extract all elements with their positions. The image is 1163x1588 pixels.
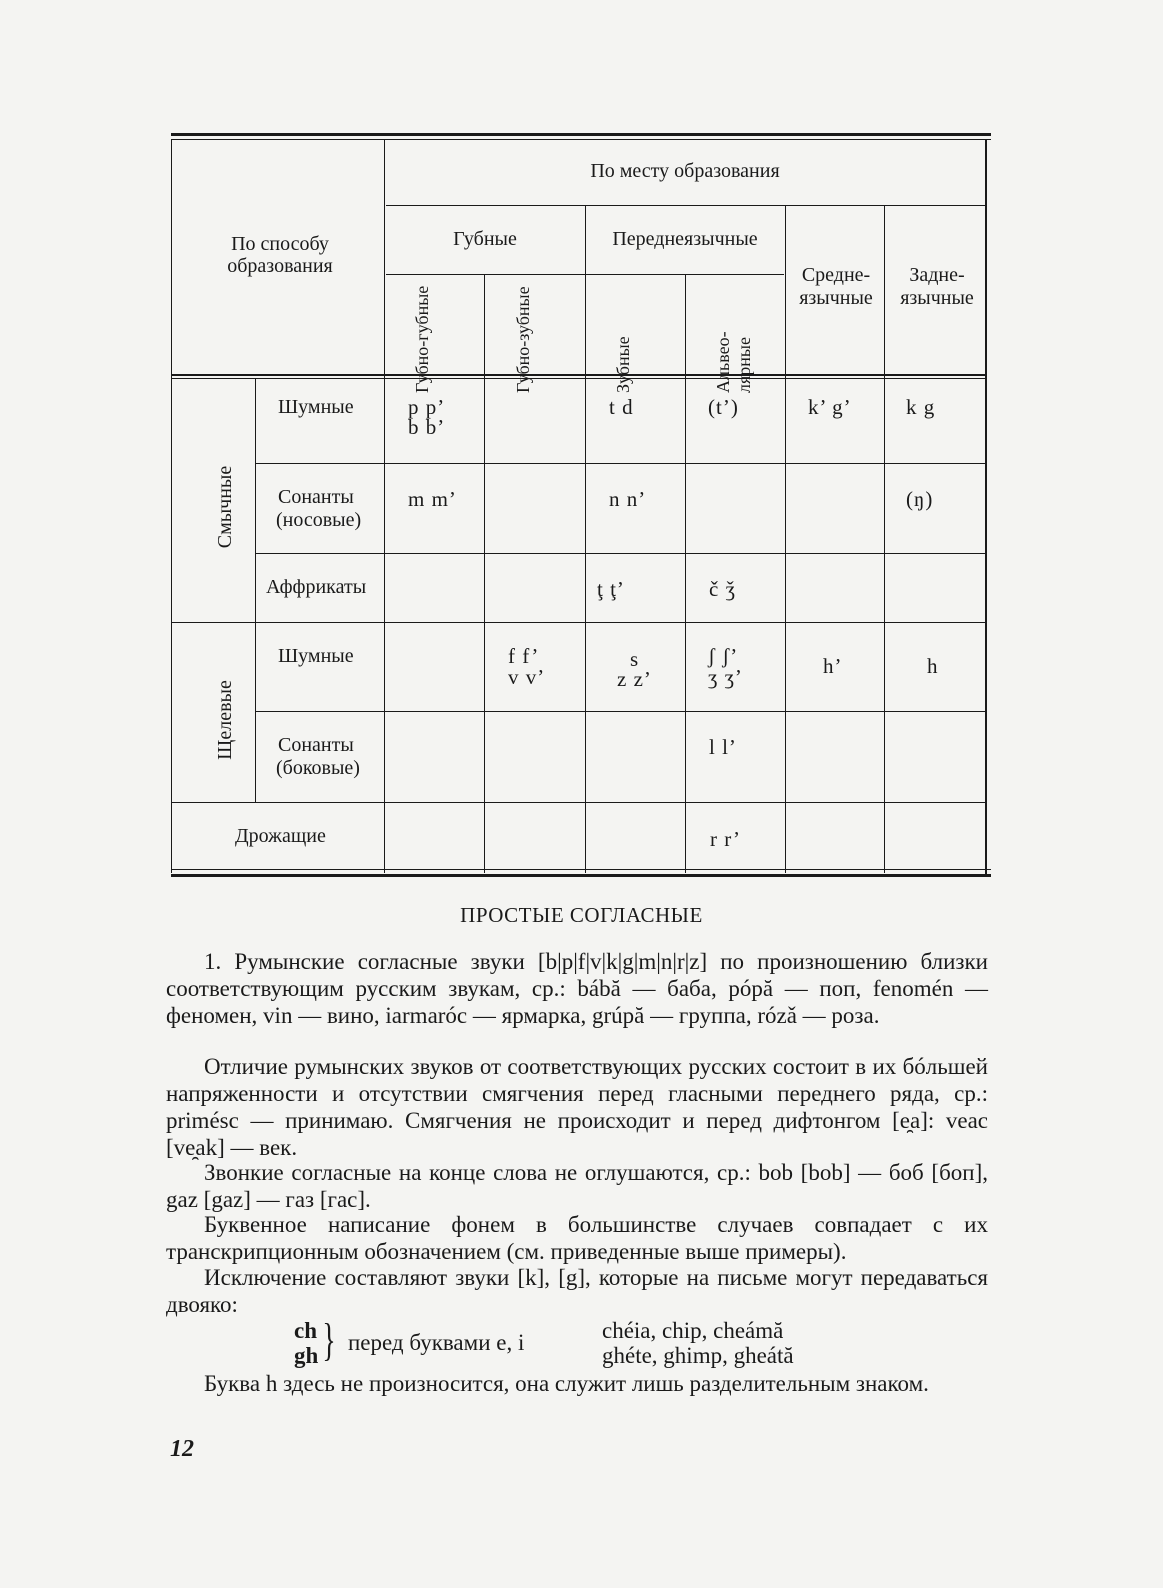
header-labial: Губные [453, 228, 517, 250]
cell-eng: (ŋ) [906, 487, 934, 511]
cell-sh: ʃ ʃ’ [708, 644, 739, 668]
row-label-lateral-sub: (боковые) [276, 757, 360, 779]
row-label-affricates: Аффрикаты [266, 576, 367, 598]
header-labiodental: Губно-зубные [513, 286, 533, 393]
table-left-border [171, 140, 172, 873]
row-label-trills: Дрожащие [235, 825, 326, 847]
row-line [255, 463, 986, 464]
cell-l: l l’ [709, 735, 737, 759]
col-line [484, 275, 485, 873]
col-line [685, 275, 686, 873]
header-bilabial: Губно-губные [412, 285, 432, 393]
cell-f: f f’ [508, 644, 540, 668]
table-bottom-rule [171, 874, 991, 877]
group-col-line [255, 378, 256, 802]
brace-icon: } [322, 1314, 336, 1365]
row-line [171, 802, 986, 803]
digraph-ch: ch [294, 1318, 317, 1343]
cell-kg: k g [906, 395, 936, 419]
row-label-nasal-sub: (носовые) [276, 509, 362, 531]
col-line [785, 206, 786, 873]
paragraph: Буквенное написание фонем в большинстве случаев совпадает с их транскрипционным обозначением (см. приведенные выше примеры). [166, 1212, 988, 1264]
cell-h: h [927, 654, 939, 678]
col-line [585, 206, 586, 873]
page-number: 12 [170, 1436, 194, 1462]
digraph-gh: gh [294, 1343, 319, 1368]
row-line [255, 711, 986, 712]
header-place: По месту образования [590, 160, 780, 182]
paragraph: Исключение составляют звуки [k], [g], которые на письме могут передаваться двояко: [166, 1265, 988, 1317]
gh-examples: ghéte, ghimp, gheátă [602, 1343, 794, 1368]
paragraph: Звонкие согласные на конце слова не оглушаются, ср.: bob [bob] — боб [боп], gaz [gaz] — газ [гас]. [166, 1160, 988, 1212]
header-back-lingual: Задне-язычные [900, 264, 974, 309]
table-top-rule-thin [171, 139, 991, 140]
cell-zh: ʒ ʒ’ [708, 665, 743, 689]
cell-r: r r’ [710, 827, 742, 851]
group-fricatives: Щелевые [214, 680, 236, 760]
col-line [884, 206, 885, 873]
cell-kg-palatal: k’ g’ [808, 395, 852, 419]
header-manner: По способу образования [227, 233, 333, 277]
header-dental: Зубные [613, 336, 633, 393]
cell-z: z z’ [617, 667, 652, 691]
cell-ch: č ǯ [709, 577, 736, 601]
header-bottom-line [171, 374, 986, 376]
table-top-rule [171, 133, 991, 136]
cell-s: s [630, 647, 640, 671]
paragraph: 1. Румынские согласные звуки [b|p|f|v|k|g|m|n|r|z] по произношению близки соответствующим русским звукам, ср.: bábă — баба, pópă — поп, fenomén — феномен, vin — вино, iarmaróc — ярмарка, grúpă — группа, rózǎ — роза. [166, 949, 988, 1028]
row-line [171, 622, 986, 623]
header-bottom-line-thin [171, 378, 986, 379]
cell-n: n n’ [609, 487, 647, 511]
row-label-lateral: Сонанты [278, 734, 354, 756]
col-line [384, 140, 385, 873]
row-label-stop-noisy: Шумные [278, 396, 354, 418]
header-mid-lingual: Средне-язычные [799, 264, 873, 309]
cell-p: p p’ [408, 395, 446, 419]
header-alveolar: Альвео-лярные [713, 331, 754, 393]
cell-h-palatal: h’ [823, 654, 843, 678]
row-line [255, 553, 986, 554]
cell-t-palatal: (t’) [708, 395, 739, 419]
paragraph: Отличие румынских звуков от соответствующих русских состоит в их бóльшей напряженности и отсутствии смягчения перед гласными переднего ряда, ср.: primésc — принимаю. Смягчения не происходит и перед дифтонгом [e̯a]: veac [ve̯ak] — век. [166, 1054, 988, 1160]
table-bottom-rule-thin [171, 869, 991, 870]
cell-v: v v’ [508, 665, 546, 689]
before-letters: перед буквами e, i [348, 1330, 525, 1355]
section-title: ПРОСТЫЕ СОГЛАСНЫЕ [460, 903, 703, 927]
cell-m: m m’ [408, 487, 457, 511]
row-label-nasal: Сонанты [278, 486, 354, 508]
header-front-lingual: Переднеязычные [612, 228, 758, 250]
header-line [386, 205, 986, 206]
cell-td: t d [609, 395, 634, 419]
paragraph: Буква h здесь не произносится, она служит лишь разделительным знаком. [204, 1371, 929, 1396]
group-stops: Смычные [214, 465, 236, 549]
ch-examples: chéia, chip, cheámă [602, 1318, 784, 1343]
cell-ts: ţ ţ’ [597, 577, 625, 601]
table-right-border [985, 140, 987, 875]
row-label-fric-noisy: Шумные [278, 645, 354, 667]
cell-b: b b’ [408, 415, 446, 439]
